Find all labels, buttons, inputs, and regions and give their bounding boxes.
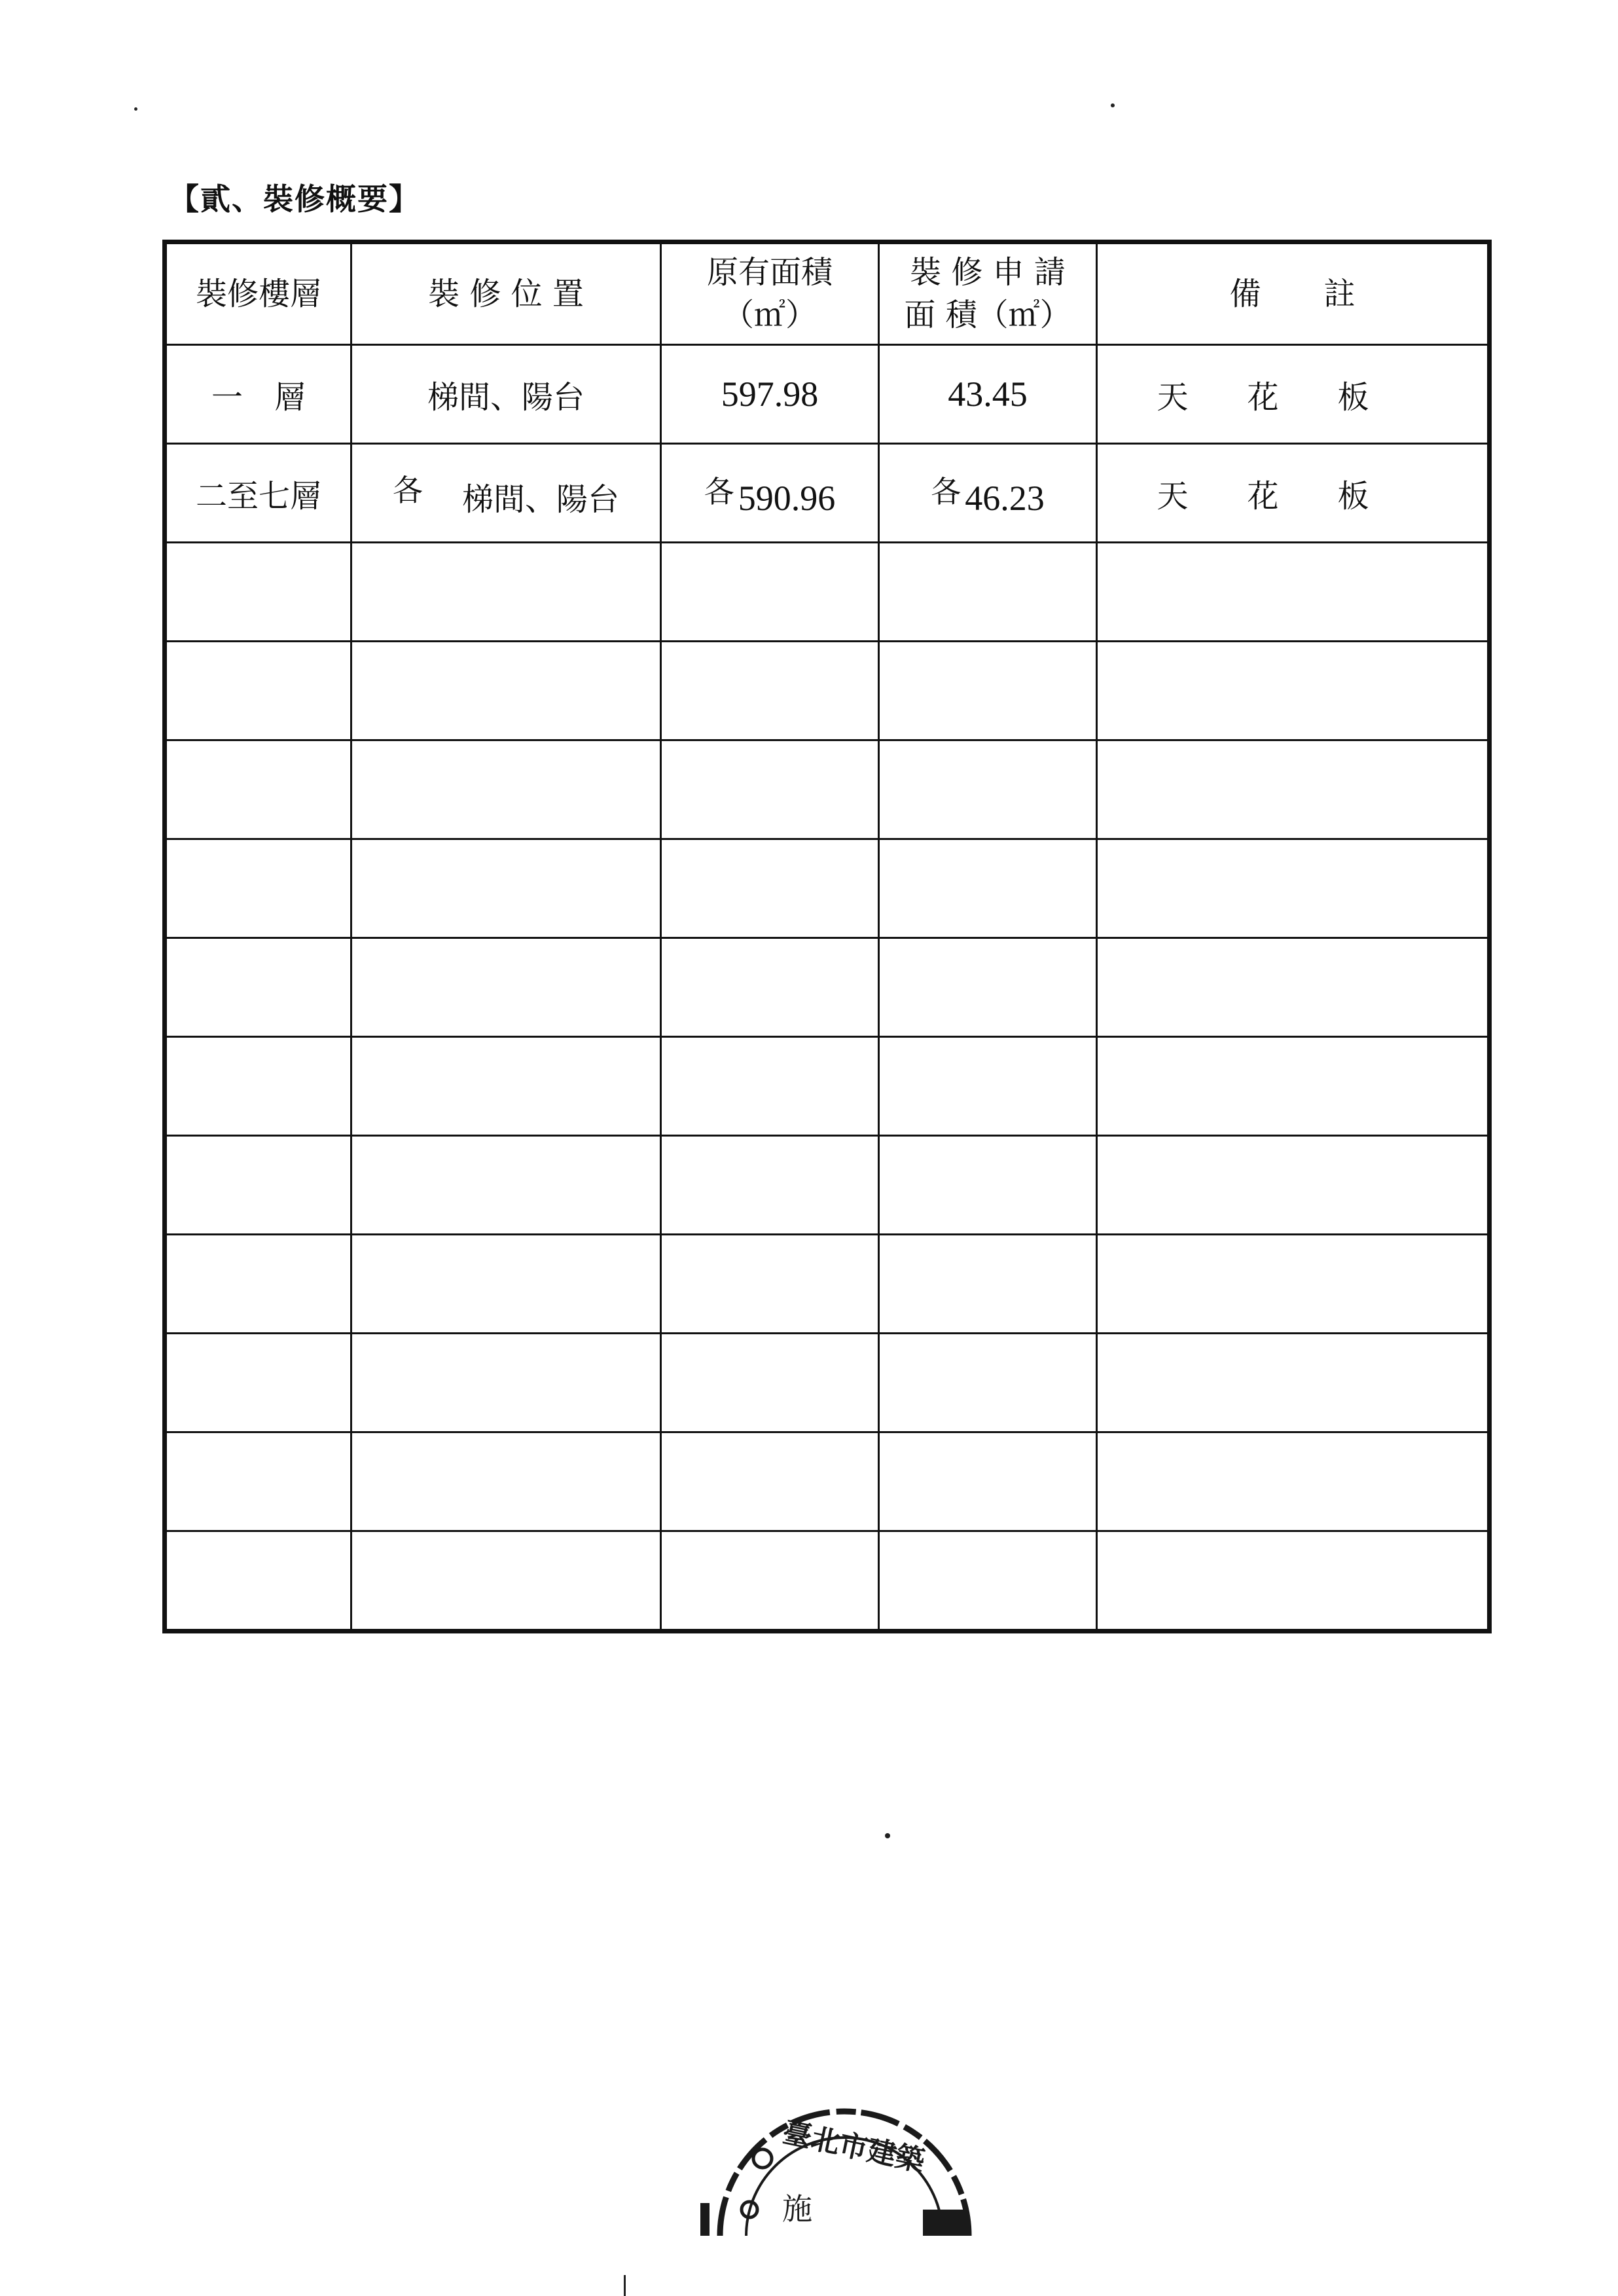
stamp-text-top: 臺北市建築: [780, 2115, 928, 2179]
table-row-blank: [165, 938, 1490, 1037]
scan-speck: [885, 1833, 890, 1838]
table-cell-blank: [1097, 642, 1490, 740]
table-cell-blank: [351, 543, 661, 642]
table-cell-blank: [1097, 1531, 1490, 1631]
table-cell-blank: [1097, 938, 1490, 1037]
row-location-text: 梯間、陽台: [427, 378, 584, 416]
table-row-blank: [165, 1432, 1490, 1531]
table-cell-blank: [165, 1037, 351, 1136]
official-seal-stamp: [700, 2105, 975, 2236]
table-cell-blank: [165, 1136, 351, 1235]
row-original-prefix: 各: [704, 473, 734, 509]
table-cell-blank: [165, 1235, 351, 1334]
row-location: [351, 345, 661, 444]
table-cell-blank: [165, 642, 351, 740]
header-applied-area-line2: 面 積（㎡）: [904, 297, 1071, 333]
header-location-label: 裝 修 位 置: [428, 275, 584, 312]
header-applied-area: [879, 242, 1097, 345]
table-cell-blank: [351, 1531, 661, 1631]
table-row-blank: [165, 839, 1490, 938]
table-cell-blank: [351, 1432, 661, 1531]
table-cell-blank: [879, 1531, 1097, 1631]
section-title: 【貳、裝修概要】: [169, 181, 420, 217]
row-floor: 二至七層: [165, 444, 351, 543]
table-cell-blank: [661, 938, 879, 1037]
table-cell-blank: [879, 839, 1097, 938]
table-row-blank: [165, 1334, 1490, 1432]
table-cell-blank: [165, 740, 351, 839]
row-location-text: 梯間、陽台: [461, 481, 619, 518]
table-cell-blank: [1097, 1334, 1490, 1432]
table-cell-blank: [661, 642, 879, 740]
header-original-area-line2: （㎡）: [722, 297, 817, 333]
row-applied-area: [879, 345, 1097, 444]
stamp-text-bottom: 施: [782, 2191, 812, 2227]
table-cell-blank: [661, 1432, 879, 1531]
table-cell-blank: [1097, 1136, 1490, 1235]
table-cell-blank: [879, 642, 1097, 740]
table-row-blank: [165, 1531, 1490, 1631]
table-header-row: [165, 242, 1490, 345]
table-row-blank: [165, 543, 1490, 642]
table-cell-blank: [879, 543, 1097, 642]
table-cell-blank: [1097, 1432, 1490, 1531]
table-cell-blank: [661, 1136, 879, 1235]
header-remarks: 備 註: [1097, 242, 1490, 345]
row-original-area: [661, 444, 879, 543]
table-cell-blank: [165, 839, 351, 938]
table-cell-blank: [165, 1432, 351, 1531]
table-cell-blank: [879, 740, 1097, 839]
scan-speck: [1111, 103, 1115, 107]
table-cell-blank: [879, 938, 1097, 1037]
table-row-blank: [165, 1136, 1490, 1235]
row-remarks: 天花板: [1097, 345, 1490, 444]
table-cell-blank: [879, 1136, 1097, 1235]
header-floor: 裝修樓層: [165, 242, 351, 345]
table-cell-blank: [165, 543, 351, 642]
scan-mark: [624, 2275, 626, 2296]
row-original-area-value: 590.96: [738, 478, 836, 518]
table-cell-blank: [165, 938, 351, 1037]
table-cell-blank: [661, 1531, 879, 1631]
table-cell-blank: [165, 1531, 351, 1631]
table-cell-blank: [351, 1037, 661, 1136]
row-remarks: 天花板: [1097, 444, 1490, 543]
table-cell-blank: [661, 1037, 879, 1136]
table-row-blank: [165, 1235, 1490, 1334]
table-cell-blank: [1097, 1235, 1490, 1334]
table-row-blank: [165, 1037, 1490, 1136]
row-original-area: [661, 345, 879, 444]
row-location-prefix: 各: [392, 473, 423, 508]
table-row-blank: [165, 740, 1490, 839]
table-cell-blank: [351, 1136, 661, 1235]
table-cell-blank: [879, 1235, 1097, 1334]
table-cell-blank: [1097, 543, 1490, 642]
header-applied-area-line1: 裝 修 申 請: [910, 254, 1066, 291]
table-cell-blank: [879, 1432, 1097, 1531]
table-row-blank: [165, 642, 1490, 740]
table-cell-blank: [351, 1235, 661, 1334]
table-cell-blank: [661, 839, 879, 938]
row-original-area-value: 597.98: [721, 374, 819, 414]
row-applied-area-value: 46.23: [965, 478, 1045, 518]
row-location: [351, 444, 661, 543]
table-cell-blank: [1097, 1037, 1490, 1136]
header-original-area-line1: 原有面積: [706, 254, 833, 291]
header-location: [351, 242, 661, 345]
table-cell-blank: [351, 740, 661, 839]
table-cell-blank: [351, 642, 661, 740]
table-cell-blank: [661, 1235, 879, 1334]
row-applied-prefix: 各: [931, 473, 962, 509]
scan-speck: [134, 107, 137, 111]
table-row: [165, 345, 1490, 444]
table-cell-blank: [879, 1037, 1097, 1136]
table-cell-blank: [1097, 740, 1490, 839]
table-cell-blank: [351, 839, 661, 938]
row-applied-area: [879, 444, 1097, 543]
table-cell-blank: [879, 1334, 1097, 1432]
renovation-summary-table: [162, 240, 1492, 1633]
table-cell-blank: [661, 1334, 879, 1432]
table-cell-blank: [1097, 839, 1490, 938]
table-cell-blank: [661, 543, 879, 642]
row-applied-area-value: 43.45: [948, 374, 1028, 414]
table-cell-blank: [661, 740, 879, 839]
table-cell-blank: [351, 938, 661, 1037]
table-cell-blank: [351, 1334, 661, 1432]
row-floor: 一 層: [165, 345, 351, 444]
table-cell-blank: [165, 1334, 351, 1432]
table-row: [165, 444, 1490, 543]
header-original-area: [661, 242, 879, 345]
